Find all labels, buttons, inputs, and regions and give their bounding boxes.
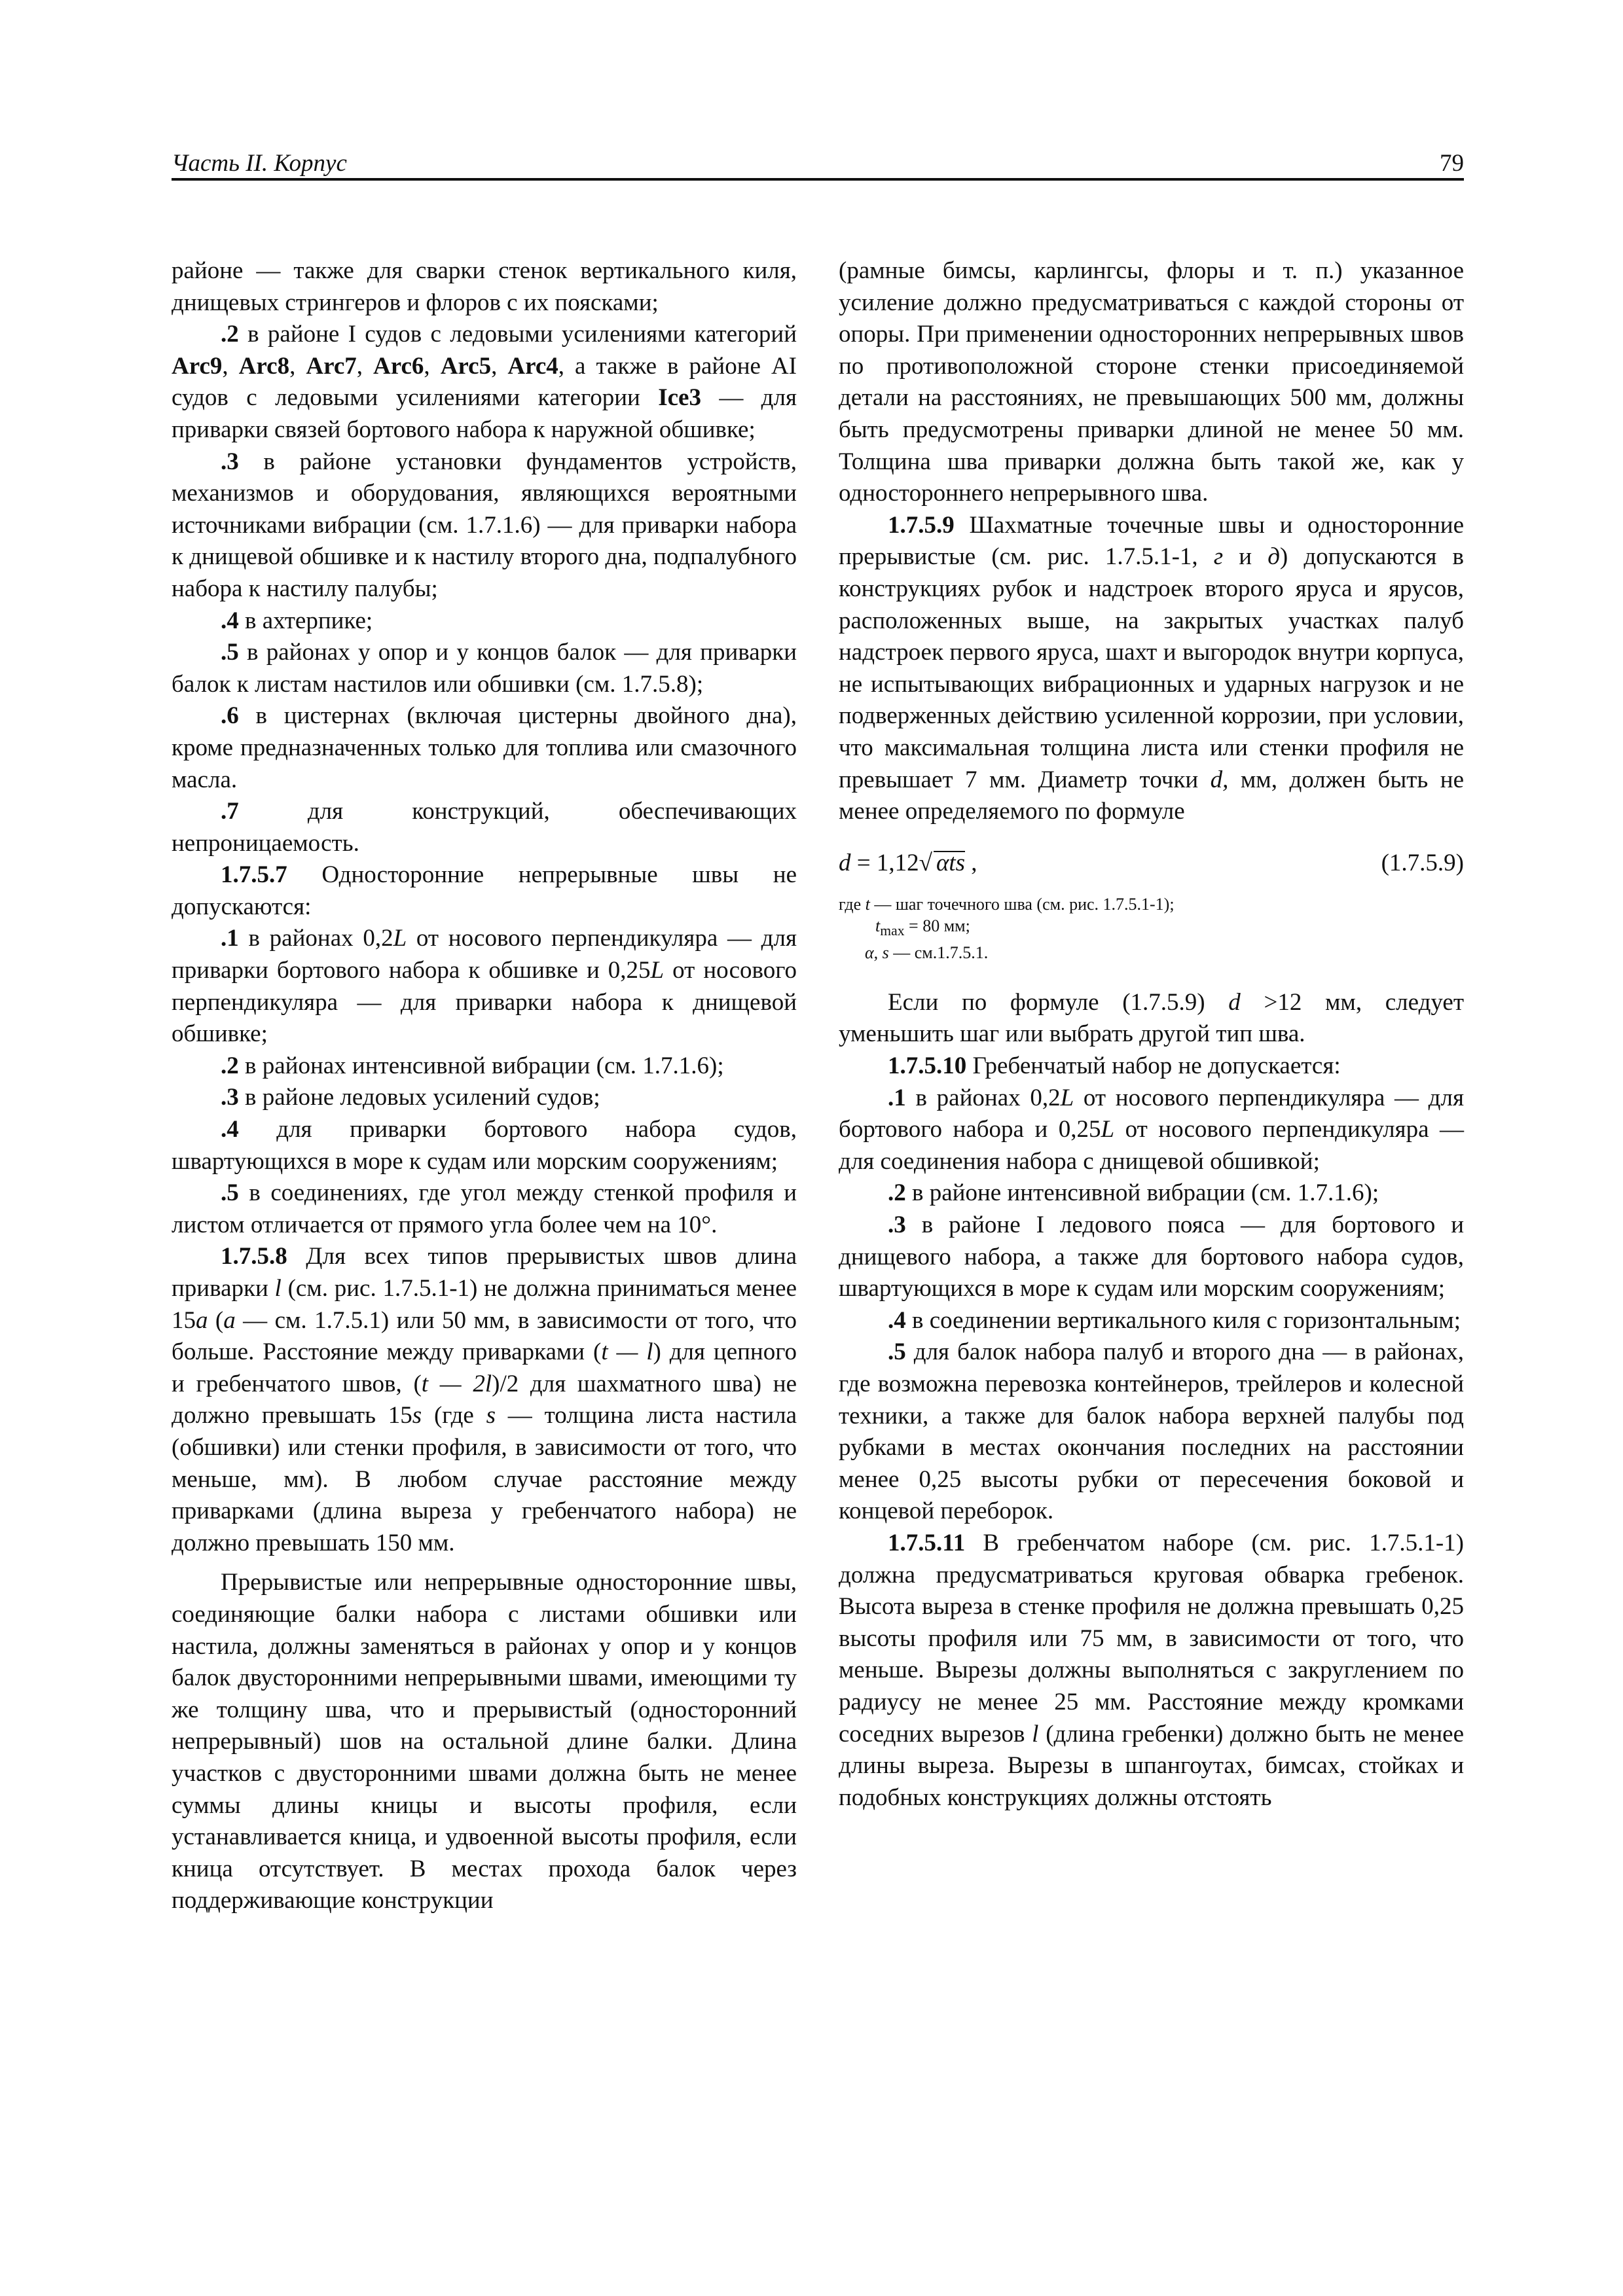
list-item: .3 в районе I ледового пояса — для бортового и днищевого набора, а также для бортового набора судов, швартующихся в море к судам или морским сооружениям; [839,1211,1464,1302]
page-number: 79 [1440,150,1464,177]
list-item: .1 в районах 0,2L от носового перпендикуляра — для приварки бортового набора к обшивке и 0,25L от носового перпендикуляра — для приварки набора к днищевой обшивке; [172,925,797,1048]
section-1-7-5-9: 1.7.5.9 Шахматные точечные швы и односторонние прерывистые (см. рис. 1.7.5.1-1, г и д) допускаются в конструкциях рубок и надстроек второго яруса и ярусов, расположенных выше, на закрытых участках палуб надстроек первого яруса, шахт и выгородок внутри корпуса, не испытывающих вибрационных и ударных нагрузок и не подверженных действию усиленной коррозии, при условии, что максимальная толщина листа или стенки профиля не превышает 7 мм. Диаметр точки d, мм, должен быть не менее определяемого по формуле [839,511,1464,825]
section-1-7-5-10: 1.7.5.10 Гребенчатый набор не допускается: [888,1052,1341,1080]
list-item: .5 для балок набора палуб и второго дна — в районах, где возможна перевозка контейнеров, трейлеров и колесной техники, а также для балок набора верхней палубы под рубками в местах окончания последних на расстоянии менее 0,25 высоты рубки от пересечения боковой и концевой переборок. [839,1338,1464,1525]
list-item: .1 в районах 0,2L от носового перпендикуляра — для бортового набора и 0,25L от носового перпендикуляра — для соединения набора с днищевой обшивкой; [839,1084,1464,1175]
list-item: .4 для приварки бортового набора судов, швартующихся в море к судам или морским сооружениям; [172,1116,797,1175]
list-item: .4 в соединении вертикального киля с горизонтальным; [888,1306,1461,1334]
list-item: .4 в ахтерпике; [221,607,373,634]
formula-legend: где t — шаг точечного шва (см. рис. 1.7.5.1-1); $t_{max} = 80$ мм; α, s — см.1.7.5.1. [839,894,1175,962]
list-item: .5 в районах у опор и у концов балок — для приварки балок к листам настилов или обшивки (см. 1.7.5.8); [172,639,797,698]
left-column [172,255,797,1917]
list-item: .3 в районе ледовых усилений судов; [221,1084,600,1111]
list-item: .6 в цистернах (включая цистерны двойного дна), кроме предназначенных только для топлива или смазочного масла. [172,702,797,793]
section-1-7-5-11: 1.7.5.11 В гребенчатом наборе (см. рис. 1.7.5.1-1) должна предусматриваться круговая обварка гребенок. Высота выреза в стенке профиля не должна превышать 0,25 высоты профиля или 75 мм, в зависимости от того, что меньше. Вырезы должны выполняться с закруглением по радиусу не менее 25 мм. Расстояние между кромками соседних вырезов l (длина гребенки) должно быть не менее длины выреза. Вырезы в шпангоутах, бимсах, стойках и подобных конструкциях должны отстоять [839,1529,1464,1811]
list-item: .3 в районе установки фундаментов устройств, механизмов и оборудования, являющихся вероятными источниками вибрации (см. 1.7.1.6) — для приварки набора к днищевой обшивке и к настилу второго дна, подпалубного набора к настилу палубы; [172,448,797,602]
paragraph: Если по формуле (1.7.5.9) d >12 мм, следует уменьшить шаг или выбрать другой тип шва. [839,988,1464,1048]
list-item: .5 в соединениях, где угол между стенкой профиля и листом отличается от прямого угла более чем на 10°. [172,1179,797,1238]
paragraph: Прерывистые или непрерывные односторонние швы, соединяющие балки набора с листами обшивки или настила, должны заменяться в районах у опор и у концов балок двусторонними непрерывными швами, имеющими ту же толщину шва, что и прерывистый (односторонний непрерывный) шов на остальной длине балки. Длина участков с двусторонними швами должна быть не менее суммы длины кницы и высоты профиля, если устанавливается кница, и удвоенной высоты профиля, если кница отсутствует. В местах прохода балок через поддерживающие конструкции [172,1569,797,1914]
page-header [172,149,1464,181]
list-item: .7 для конструкций, обеспечивающих непроницаемость. [172,798,797,857]
list-item: .2 в районе I судов с ледовыми усилениями категорий Arc9, Arc8, Arc7, Arc6, Arc5, Arc4, а также в районе AI судов с ледовыми усилениями категории Ice3 — для приварки связей бортового набора к наружной обшивке; [172,321,797,443]
formula-expression: d = 1,12√ αts , [839,849,977,876]
formula-1-7-5-9 [839,841,1464,888]
formula-number: (1.7.5.9) [1381,849,1464,876]
section-1-7-5-7: 1.7.5.7 Односторонние непрерывные швы не допускаются: [172,861,797,920]
list-item: .2 в районах интенсивной вибрации (см. 1.7.1.6); [221,1052,724,1079]
paragraph: (рамные бимсы, карлингсы, флоры и т. п.) указанное усиление должно предусматриваться с каждой стороны от опоры. При применении односторонних непрерывных швов по противоположной стороне стенки присоединяемой детали на расстояниях, не превышающих 500 мм, должны быть предусмотрены приварки длиной не менее 50 мм. Толщина шва приварки должна быть такой же, как у одностороннего непрерывного шва. [839,257,1464,507]
paragraph: районе — также для сварки стенок вертикального киля, днищевых стрингеров и флоров с их поясками; [172,257,797,316]
right-column [839,255,1464,1814]
running-title: Часть II. Корпус [172,150,347,177]
section-1-7-5-8: 1.7.5.8 Для всех типов прерывистых швов длина приварки l (см. рис. 1.7.5.1-1) не должна приниматься менее 15a (a — см. 1.7.5.1) или 50 мм, в зависимости от того, что больше. Расстояние между приварками (t — l) для цепного и гребенчатого швов, (t — 2l)/2 для шахматного шва) не должно превышать 15s (где s — толщина листа настила (обшивки) или стенки профиля, в зависимости от того, что меньше, мм). В любом случае расстояние между приварками (длина выреза у гребенчатого набора) не должно превышать 150 мм. [172,1243,797,1556]
list-item: .2 в районе интенсивной вибрации (см. 1.7.1.6); [888,1179,1379,1207]
